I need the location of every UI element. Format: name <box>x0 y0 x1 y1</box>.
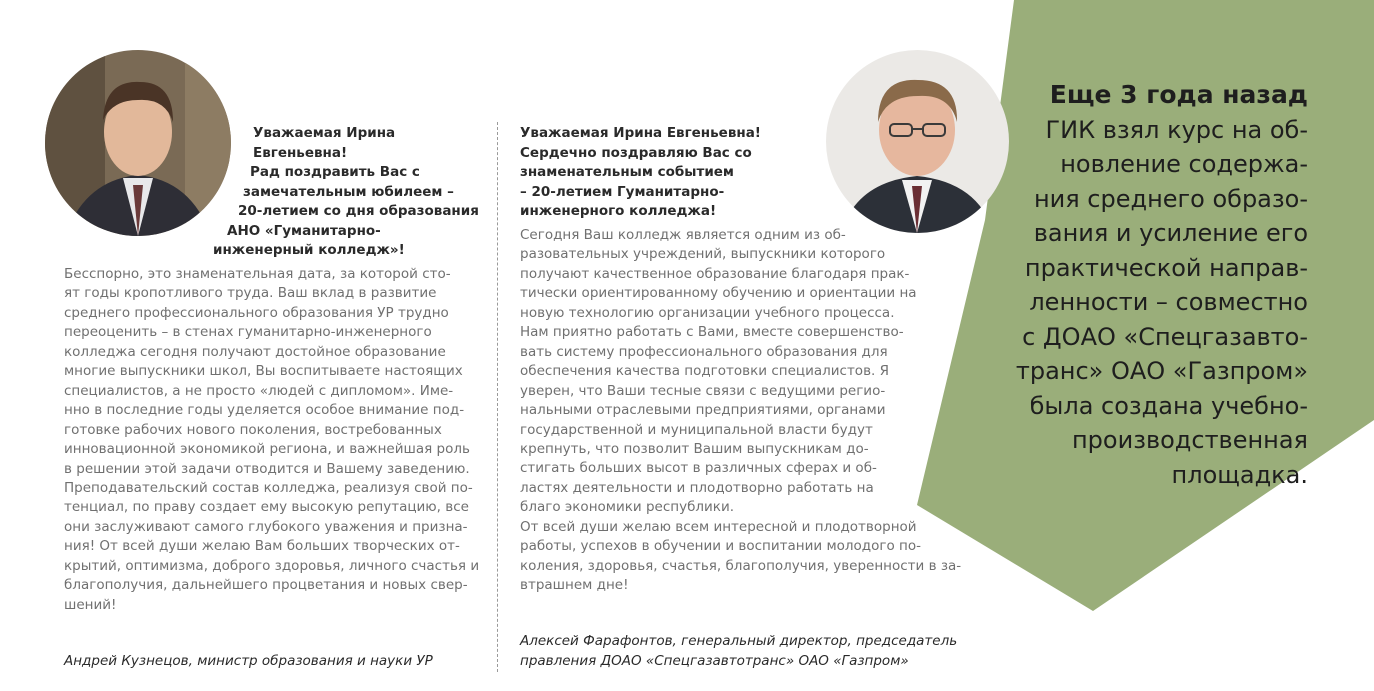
body-right-line: новую технологию организации учебного процесса. <box>520 304 895 321</box>
body-left-line: многие выпускники школ, Вы воспитываете настоящих <box>64 363 463 380</box>
body-left-line: готовке рабочих нового поколения, востребованных <box>64 421 442 438</box>
greeting-left-line: АНО «Гуманитарно- <box>227 222 381 239</box>
pull-quote-line: транс» ОАО «Газпром» <box>1015 357 1308 385</box>
body-right-line: вать систему профессионального образования для <box>520 343 888 360</box>
body-right-line: От всей души желаю всем интересной и плодотворной <box>520 518 917 535</box>
body-right-line: уверен, что Ваши тесные связи с ведущими регио- <box>520 382 886 399</box>
greeting-right-line: – 20-летием Гуманитарно- <box>520 183 725 200</box>
body-right-line: втрашнем дне! <box>520 577 629 594</box>
greeting-left-line: инженерный колледж»! <box>213 242 405 258</box>
body-right-line: тически ориентированному обучению и ориентации на <box>520 285 917 302</box>
greeting-left-line: Рад поздравить Вас с <box>250 164 420 180</box>
body-left-line: специалистов, а не просто «людей с дипломом». Име- <box>64 382 454 399</box>
greeting-left <box>0 124 490 261</box>
body-left-line: шений! <box>64 596 117 613</box>
body-left-line: ят годы кропотливого труда. Ваш вклад в развитие <box>64 285 437 302</box>
greeting-left-line: 20-летием со дня образования <box>238 203 479 219</box>
body-left-line: Преподавательский состав колледжа, реализуя свой по- <box>64 479 473 496</box>
greeting-right-line: Уважаемая Ирина Евгеньевна! <box>520 125 761 141</box>
body-left-line: благополучия, дальнейшего процветания и новых свер- <box>64 577 468 594</box>
body-right-line: ластях деятельности и плодотворно работать на <box>520 479 874 496</box>
signature-right-line: правления ДОАО «Спецгазавтотранс» ОАО «Газпром» <box>520 652 909 669</box>
greeting-left-line: Евгеньевна! <box>253 144 348 161</box>
pull-quote <box>978 78 1308 492</box>
signature-right <box>520 632 957 671</box>
greeting-right-line: знаменательным событием <box>520 164 734 180</box>
pull-quote-line: ленности – совместно <box>1029 288 1308 316</box>
body-right-line: стигать больших высот в различных сферах и об- <box>520 460 877 477</box>
column-divider <box>497 122 498 672</box>
body-right-line: нальными отраслевыми предприятиями, органами <box>520 402 886 419</box>
signature-left-line: Андрей Кузнецов, министр образования и науки УР <box>64 653 433 669</box>
pull-quote-lead: Еще 3 года назад <box>1049 80 1308 109</box>
body-left-line: колледжа сегодня получают достойное образование <box>64 343 446 360</box>
pull-quote-line: ния среднего образо- <box>1033 184 1308 213</box>
body-text-left <box>64 265 479 615</box>
body-left-line: переоценить – в стенах гуманитарно-инженерного <box>64 324 432 341</box>
pull-quote-line: ГИК взял курс на об- <box>1045 115 1308 144</box>
body-right-line: государственной и муниципальной власти будут <box>520 421 873 438</box>
body-right-line: Нам приятно работать с Вами, вместе совершенство- <box>520 324 904 341</box>
greeting-right-line: Сердечно поздравляю Вас со <box>520 144 752 161</box>
body-left-line: инновационной экономикой региона, и важнейшая роль <box>64 441 470 458</box>
pull-quote-line: производственная <box>1071 426 1308 454</box>
greeting-left-line: Уважаемая Ирина <box>253 125 396 141</box>
body-right-line: обеспечения качества подготовки специалистов. Я <box>520 363 889 380</box>
pull-quote-line: площадка. <box>1171 460 1308 489</box>
pull-quote-line: новление содержа- <box>1060 150 1308 178</box>
pull-quote-line: вания и усиление его <box>1033 219 1308 247</box>
body-right-line: работы, успехов в обучении и воспитании молодого по- <box>520 538 921 555</box>
greeting-right-line: инженерного колледжа! <box>520 203 717 219</box>
body-right-line: получают качественное образование благодаря прак- <box>520 265 910 282</box>
body-right-line: благо экономики республики. <box>520 499 735 516</box>
body-left-line: тенциал, по праву создает ему высокую репутацию, все <box>64 499 469 516</box>
body-left-line: в решении этой задачи отводится и Вашему заведению. <box>64 460 470 477</box>
body-right-line: Сегодня Ваш колледж является одним из об- <box>520 227 846 243</box>
signature-left <box>64 652 433 672</box>
body-left-line: они заслуживают самого глубокого уважения и призна- <box>64 518 468 535</box>
body-right-line: разовательных учреждений, выпускники которого <box>520 246 886 263</box>
greeting-left-line: замечательным юбилеем – <box>243 183 454 200</box>
body-left-line: среднего профессионального образования УР трудно <box>64 304 449 321</box>
body-text-right <box>520 226 961 596</box>
body-left-line: нно в последние годы уделяется особое внимание под- <box>64 402 465 419</box>
greeting-right <box>520 124 761 222</box>
body-left-line: Бесспорно, это знаменательная дата, за которой сто- <box>64 266 451 282</box>
body-right-line: коления, здоровья, счастья, благополучия, уверенности в за- <box>520 557 962 574</box>
pull-quote-line: была создана учебно- <box>1029 391 1308 420</box>
pull-quote-line: практической направ- <box>1024 253 1308 282</box>
body-left-line: крытий, оптимизма, доброго здоровья, личного счастья и <box>64 557 480 574</box>
body-right-line: крепнуть, что позволит Вашим выпускникам до- <box>520 440 869 457</box>
pull-quote-line: с ДОАО «Спецгазавто- <box>1022 322 1308 351</box>
signature-right-line: Алексей Фарафонтов, генеральный директор, председатель <box>520 633 958 649</box>
body-left-line: ния! От всей души желаю Вам больших творческих от- <box>64 538 460 555</box>
